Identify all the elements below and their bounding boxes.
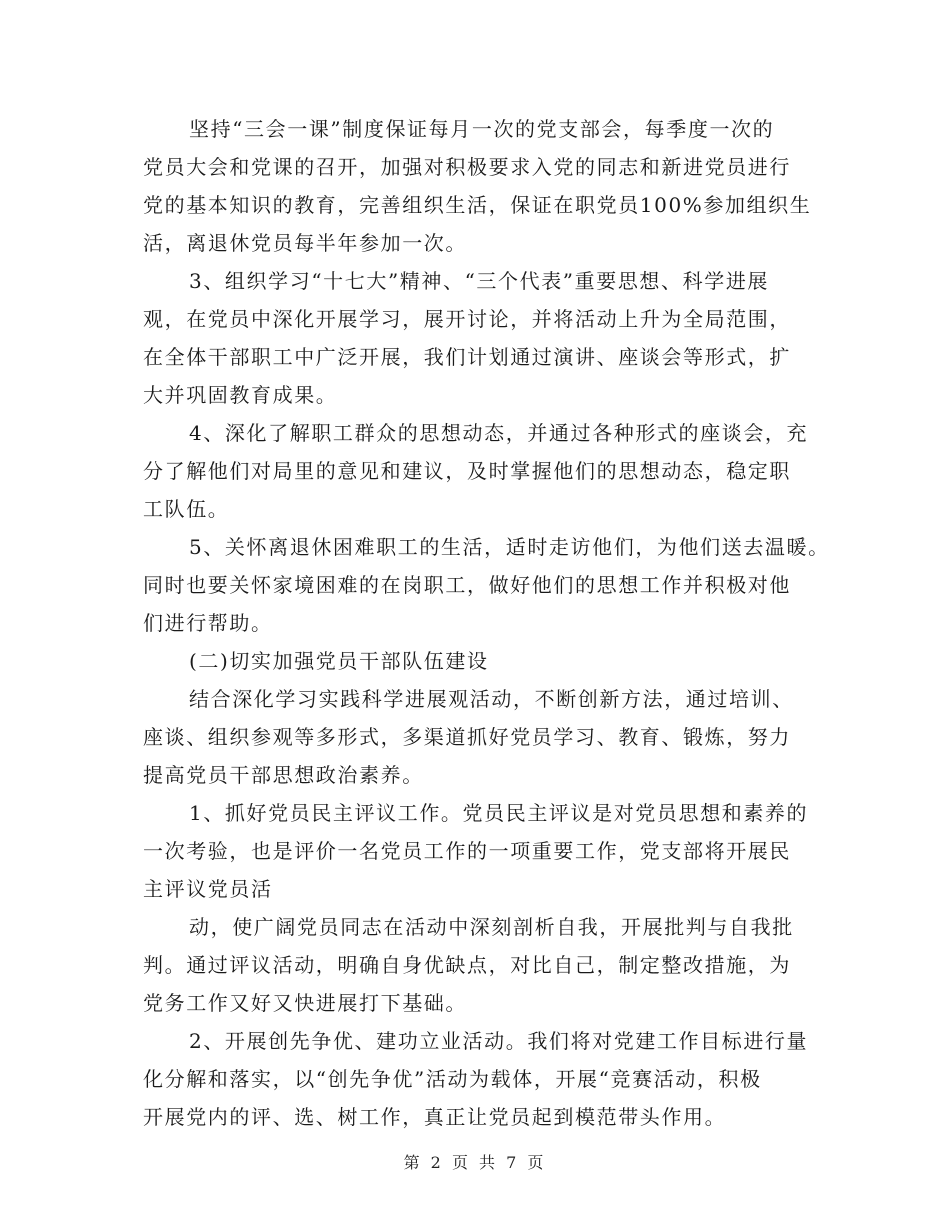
paragraph-item-3 [143, 262, 823, 414]
text-line: (二)切实加强党员干部队伍建设 [189, 649, 489, 673]
text-line: 5、关怀离退休困难职工的生活，适时走访他们，为他们送去温暖。 [189, 535, 830, 559]
text-line: 提高党员干部思想政治素养。 [143, 763, 424, 787]
text-line: 2、开展创先争优、建功立业活动。我们将对党建工作目标进行量 [189, 1029, 809, 1053]
text-line: 4、深化了解职工群众的思想动态，并通过各种形式的座谈会，充 [189, 421, 809, 445]
text-line: 活，离退休党员每半年参加一次。 [143, 231, 467, 255]
document-body [143, 110, 830, 1136]
text-line: 观，在党员中深化开展学习，展开讨论，并将活动上升为全局范围， [143, 307, 791, 331]
text-line: 判。通过评议活动，明确自身优缺点，对比自己，制定整改措施，为 [143, 953, 791, 977]
text-line: 在全体干部职工中广泛开展，我们计划通过演讲、座谈会等形式，扩 [143, 345, 791, 369]
section-heading [143, 642, 823, 680]
text-line: 化分解和落实，以“创先争优”活动为载体，开展“竞赛活动，积极 [143, 1067, 762, 1091]
text-line: 3、组织学习“十七大”精神、“三个代表”重要思想、科学进展 [189, 269, 770, 293]
text-line: 分了解他们对局里的意见和建议，及时掌握他们的思想动态，稳定职 [143, 459, 791, 483]
text-line: 党务工作又好又快进展打下基础。 [143, 991, 467, 1015]
text-line: 结合深化学习实践科学进展观活动，不断创新方法，通过培训、 [189, 687, 794, 711]
text-line: 坚持“三会一课”制度保证每月一次的党支部会，每季度一次的 [189, 117, 775, 141]
page-number-footer: 第 2 页 共 7 页 [403, 1153, 547, 1172]
text-line: 党员大会和党课的召开，加强对积极要求入党的同志和新进党员进行 [143, 155, 791, 179]
text-line: 动，使广阔党员同志在活动中深刻剖析自我，开展批判与自我批 [189, 915, 794, 939]
paragraph-item-1-continued [143, 908, 823, 1022]
text-line: 开展党内的评、选、树工作，真正让党员起到模范带头作用。 [143, 1105, 727, 1129]
text-line: 工队伍。 [143, 497, 230, 521]
paragraph-section-intro [143, 680, 823, 794]
text-line: 座谈、组织参观等多形式，多渠道抓好党员学习、教育、锻炼，努力 [143, 725, 791, 749]
text-line: 同时也要关怀家境困难的在岗职工，做好他们的思想工作并积极对他 [143, 573, 791, 597]
text-line: 1、抓好党员民主评议工作。党员民主评议是对党员思想和素养的 [189, 801, 809, 825]
paragraph-item-1 [143, 794, 823, 908]
text-line: 们进行帮助。 [143, 611, 273, 635]
paragraph-three-meetings [143, 110, 823, 262]
text-line: 党的基本知识的教育，完善组织生活，保证在职党员100%参加组织生 [143, 193, 812, 217]
text-line: 主评议党员活 [143, 877, 273, 901]
paragraph-item-5 [143, 528, 830, 642]
paragraph-item-2 [143, 1022, 823, 1136]
text-line: 大并巩固教育成果。 [143, 383, 338, 407]
paragraph-item-4 [143, 414, 823, 528]
text-line: 一次考验，也是评价一名党员工作的一项重要工作，党支部将开展民 [143, 839, 791, 863]
